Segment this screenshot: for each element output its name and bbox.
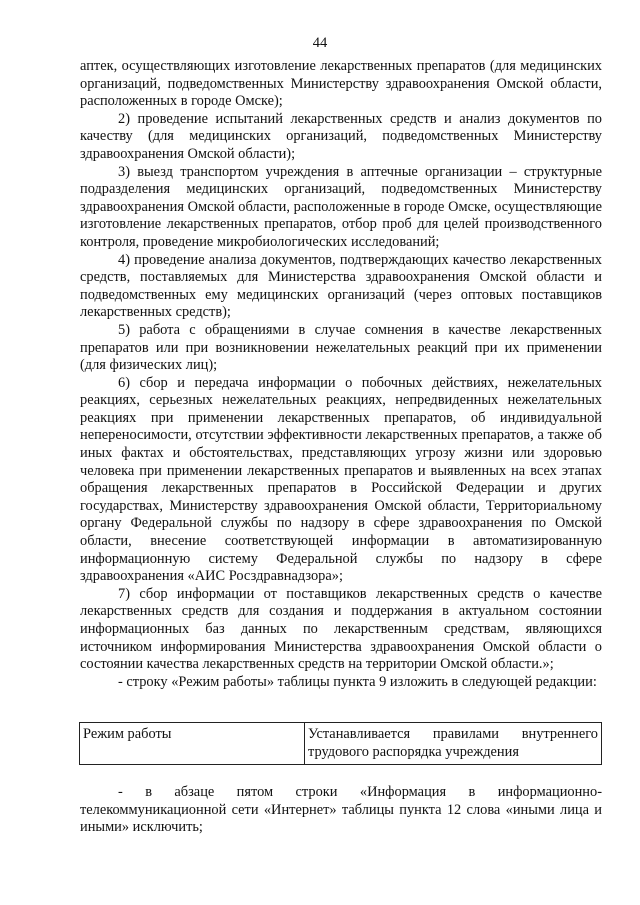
paragraph-item-5: 5) работа с обращениями в случае сомнения в качестве лекарственных препаратов или при возникновении нежелательных реакций при их применении (для физических лиц);: [80, 321, 602, 374]
paragraph-item-7: 7) сбор информации от поставщиков лекарственных средств о качестве лекарственных средств для создания и поддержания в актуальном состоянии информационных баз данных по лекарственным средствам, являющихся источником информирования Министерства здравоохранения Омской области о состоянии качества лекарственных средств на территории Омской области.»;: [80, 585, 602, 673]
paragraph-item-2: 2) проведение испытаний лекарственных средств и анализ документов по качеству (для медицинских организаций, подведомственных Министерству здравоохранения Омской области);: [80, 110, 602, 162]
paragraph-item-4: 4) проведение анализа документов, подтверждающих качество лекарственных средств, поставляемых для Министерства здравоохранения Омской области и подведомственных ему медицинских организаций (через оптовых поставщиков лекарственных средств);: [80, 251, 602, 321]
work-schedule-table: [79, 722, 602, 765]
table-cell-label: Режим работы: [80, 723, 305, 765]
document-body-closing: [80, 784, 602, 837]
paragraph-amendment-row: - строку «Режим работы» таблицы пункта 9 изложить в следующей редакции:: [118, 673, 597, 690]
page-number: 44: [312, 35, 328, 51]
paragraph-item-6: 6) сбор и передача информации о побочных действиях, нежелательных реакциях, серьезных нежелательных реакциях, непредвиденных нежелательных реакциях при применении лекарственных препаратов, об индивидуальной непереносимости, отсутствии эффективности лекарственных препаратов, а также об иных фактах и обстоятельствах, представляющих угрозу жизни или здоровью человека при применении лекарственных препаратов и выявленных на всех этапах обращения лекарственных препаратов в Российской Федерации и других государствах, Министерству здравоохранения Омской области, Территориальному органу Федеральной службы по надзору в сфере здравоохранения по Омской области, внесение соответствующей информации в автоматизированную информационную систему Федеральной службы по надзору в сфере здравоохранения «АИС Росздравнадзора»;: [80, 374, 602, 585]
paragraph-item-3: 3) выезд транспортом учреждения в аптечные организации – структурные подразделения медицинских организаций, подведомственных Министерству здравоохранения Омской области, расположенные в городе Омске, осуществляющие изготовление лекарственных препаратов, отбор проб для целей производственного контроля, проведение микробиологических исследований;: [80, 163, 602, 250]
paragraph-closing: - в абзаце пятом строки «Информация в информационно-телекоммуникационной сети «Интернет» таблицы пункта 12 слова «иными лица и иными» исключить;: [80, 784, 602, 836]
table-cell-value: Устанавливается правилами внутреннего трудового распорядка учреждения: [305, 723, 602, 765]
table-row: [80, 723, 602, 765]
paragraph-continuation: аптек, осуществляющих изготовление лекарственных препаратов (для медицинских организаций, подведомственных Министерству здравоохранения Омской области, расположенных в городе Омске);: [80, 58, 602, 110]
document-body: [80, 58, 602, 691]
